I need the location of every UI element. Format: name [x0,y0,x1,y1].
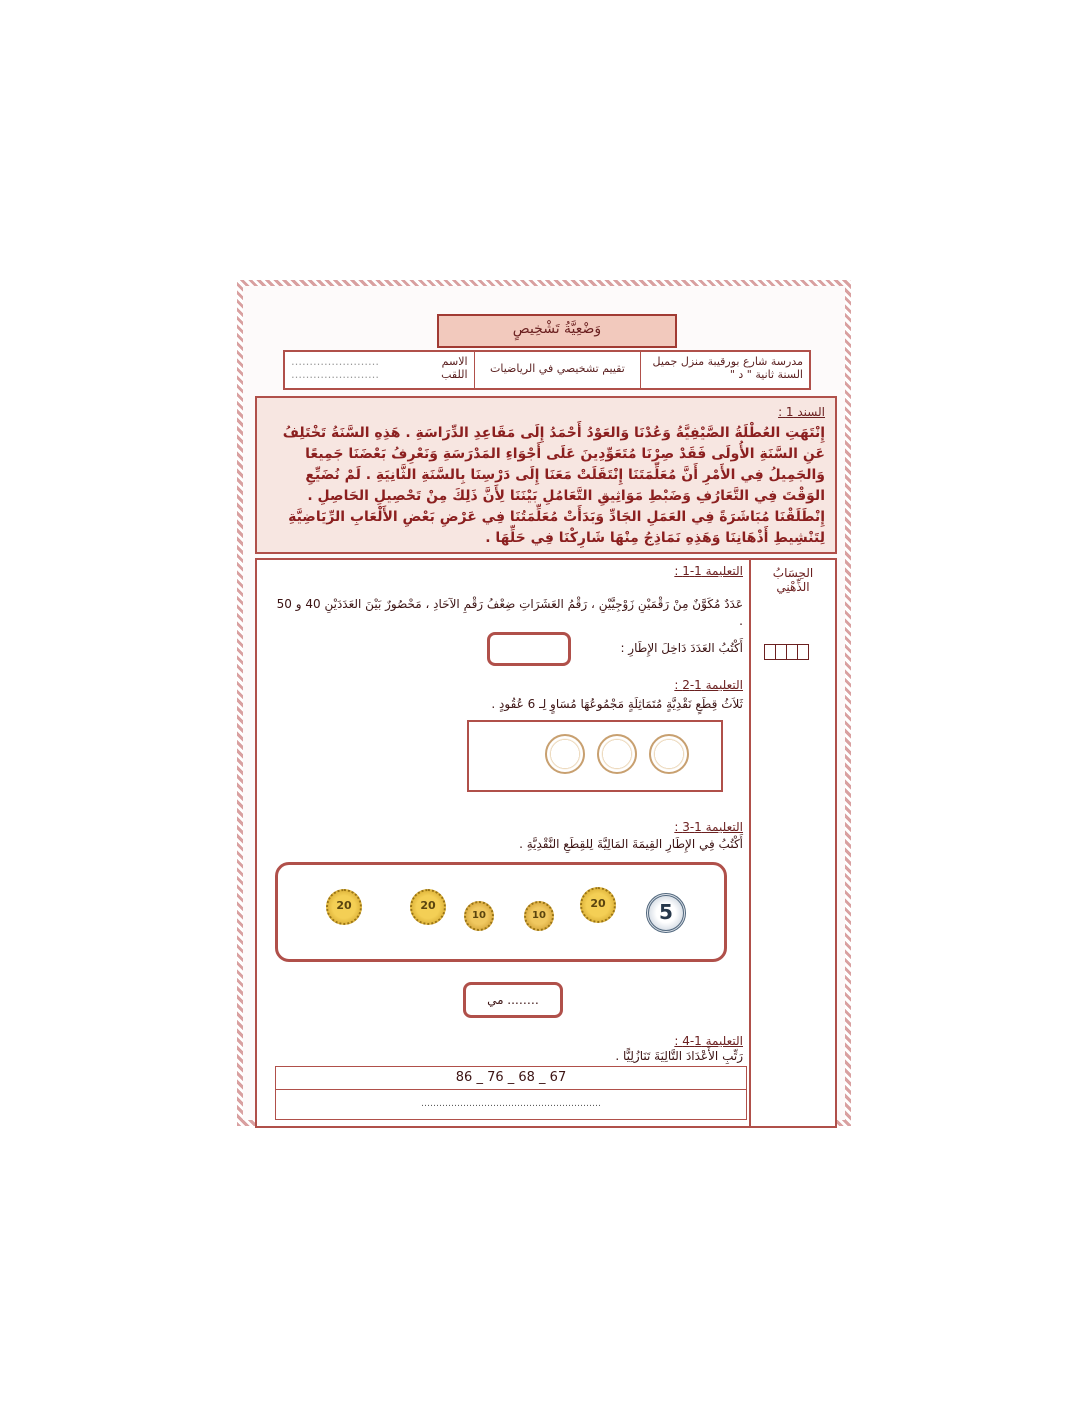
name-field[interactable]: …………………… [291,355,379,368]
task-1-1-answer-box[interactable] [487,632,571,666]
coin-10-icon: 10 [464,901,494,931]
coin-5-icon: 5 [646,893,686,933]
header-info [283,350,811,390]
worksheet-title: وَضْعِيَّةُ تَشْخِيصٍ [437,314,677,348]
exercises-area [255,558,837,1128]
school-cell [640,352,809,388]
exam-title: تقييم تشخيصي في الرياضيات [474,352,641,388]
number-sequence: 86 _ 76 _ 68 _ 67 [276,1067,746,1090]
task-1-3-label: التعليمة 1-3 : [674,820,743,834]
class-name: السنة ثانية " د " [729,368,803,381]
task-1-1-instruction: أَكْتُبُ العَدَدَ دَاخِلَ الإِطَارِ : [620,641,743,655]
task-1-1-label: التعليمة 1-1 : [674,564,743,578]
school-name: مدرسة شارع بورقيبة منزل جميل [652,355,803,368]
surname-label: اللقب [441,368,468,381]
task-1-2-text: ثَلاَثُ قِطَعٍ نَقْدِيَّةٍ مُتَمَاثِلَةٍ مَجْمُوعُهَا مُسَاوٍ لِـ 6 عُقُودٍ . [491,697,743,711]
support-text-box [255,396,837,554]
task-1-2-coins-frame [467,720,723,792]
task-1-3-text: أَكْتُبُ فِي الإِطَارِ القِيمَةَ المَالِيَّةَ لِلقِطَعِ النَّقْدِيَّةِ . [519,837,743,851]
blank-coin-icon[interactable] [649,734,689,774]
task-1-4-text: رَتِّبِ الأَعْدَادَ التَّالِيَةَ تَنَازُلِيًّا . [615,1049,743,1063]
task-1-4-frame [275,1066,747,1120]
name-label: الاسم [441,355,468,368]
mental-math-grid[interactable] [765,644,809,660]
coin-20-icon: 20 [410,889,446,925]
blank-coin-icon[interactable] [545,734,585,774]
task-1-2-label: التعليمة 1-2 : [674,678,743,692]
support-paragraph: إِنْتَهَتِ العُطْلَةُ الصَّيْفِيَّةُ وَعُدْنَا وَالعَوْدُ أَحْمَدُ إِلَى مَقَاعِدِ الدِّرَاسَةِ . هَذِهِ السَّنَةُ تَخْتَلِفُ عَنِ السَّنَةِ الأُولَى فَقَدْ صِرْنَا مُتَعَوِّدِينَ عَلَى أَجْوَاءِ المَدْرَسَةِ وَنَعْرِفُ بَعْضَنَا جَمِيعًا وَالجَمِيلُ فِي الأَمْرِ أَنَّ مُعَلِّمَتَنَا إِنْتَقَلَتْ مَعَنَا إِلَى دَرْسِنَا بِالسَّنَةِ الثَّانِيَةِ . لَمْ نُضَيِّعِ الوَقْتَ فِي التَّعَارُفِ وَضَبْطِ مَوَاثِيقِ التَّعَامُلِ بَيْنَنَا لِأَنَّ ذَلِكَ مِنْ تَحْصِيلِ الحَاصِلِ . إِنْطَلَقْنَا مُبَاشَرَةً فِي العَمَلِ الجَادِّ وَبَدَأَتْ مُعَلِّمَتُنَا فِي عَرْضِ بَعْضِ الأَلْعَابِ الرِّيَاضِيَّةِ لِتَنْشِيطِ أَذْهَانِنَا وَهَذِهِ نَمَاذِجُ مِنْهَا شَارِكْنَا فِي حَلِّهَا . [282,425,825,546]
tasks-column [257,560,751,1126]
task-1-1-text: عَدَدٌ مُكَوَّنٌ مِنْ رَقْمَيْنِ زَوْجِيَّيْنِ ، رَقْمُ العَشَرَاتِ ضِعْفُ رَقْمِ الآحَادِ ، مَحْصُورٌ بَيْنَ العَدَدَيْنِ 40 و 50 . [276,597,743,628]
task-1-3-coins-frame [275,862,727,962]
task-1-3-answer-box[interactable]: …….. مي [463,982,563,1018]
surname-field[interactable]: …………………… [291,368,379,381]
coin-20-icon: 20 [580,887,616,923]
coin-10-icon: 10 [524,901,554,931]
mental-math-column [749,560,835,1126]
support-label: السند 1 : [778,405,825,419]
coin-20-icon: 20 [326,889,362,925]
mental-math-label-2: الذِّهْنِي [776,580,810,594]
student-cell [285,352,474,388]
blank-coin-icon[interactable] [597,734,637,774]
worksheet [237,280,851,1126]
mental-math-label-1: الحِسَابُ [772,566,814,580]
task-1-4-label: التعليمة 1-4 : [674,1034,743,1048]
sequence-answer-field[interactable]: …………………………………………………… [421,1099,601,1109]
